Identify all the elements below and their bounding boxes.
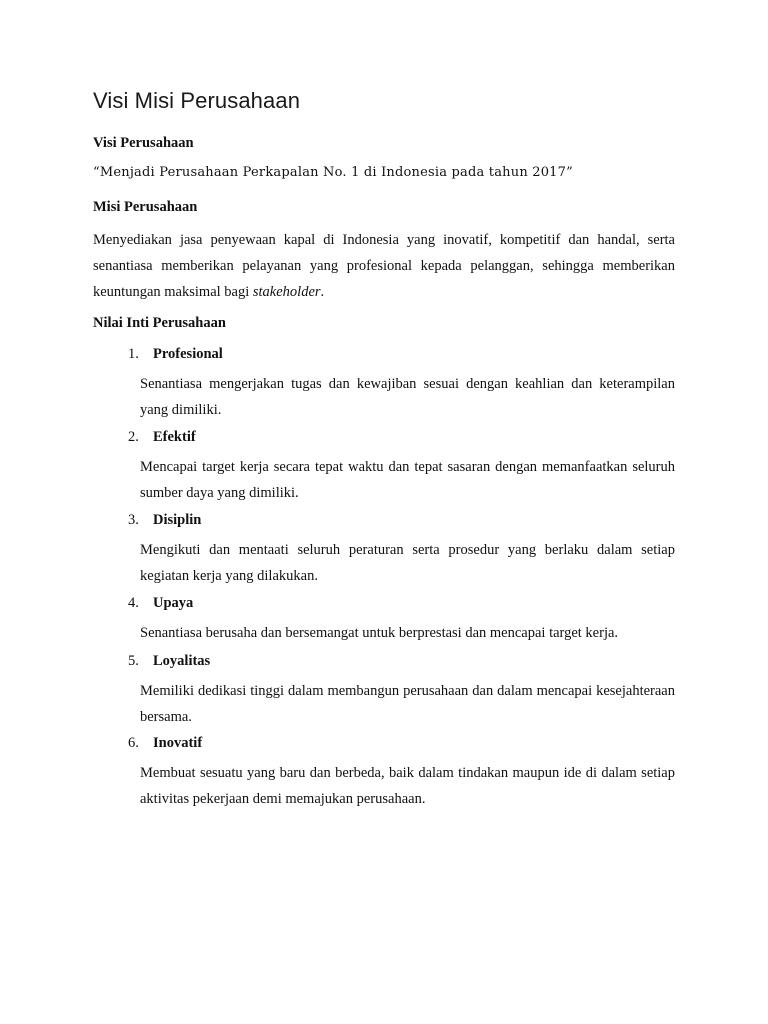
value-item-number: 5.	[128, 653, 139, 669]
value-item-label: Profesional	[153, 346, 223, 362]
value-item-heading	[128, 429, 196, 446]
value-item-description: Senantiasa mengerjakan tugas dan kewajiban sesuai dengan keahlian dan keterampilan yang dimiliki.	[140, 376, 675, 418]
value-item-label: Loyalitas	[153, 653, 211, 669]
value-item-number: 2.	[128, 429, 139, 445]
value-item-heading	[128, 595, 193, 612]
vision-text: “Menjadi Perusahaan Perkapalan No. 1 di Indonesia pada tahun 2017”	[93, 165, 573, 180]
value-item-description: Mencapai target kerja secara tepat waktu dan tepat sasaran dengan memanfaatkan seluruh sumber daya yang dimiliki.	[140, 459, 675, 501]
value-item-number: 1.	[128, 346, 139, 362]
mission-text-main: Menyediakan jasa penyewaan kapal di Indonesia yang inovatif, kompetitif dan handal, serta senantiasa memberikan pelayanan yang profesional kepada pelanggan, sehingga memberikan keuntungan maksimal bagi	[93, 232, 675, 300]
value-item-number: 6.	[128, 735, 139, 751]
value-item-heading	[128, 653, 210, 670]
value-item-heading	[128, 512, 201, 529]
value-item-number: 3.	[128, 512, 139, 528]
mission-text	[93, 227, 675, 305]
value-item-description: Memiliki dedikasi tinggi dalam membangun perusahaan dan dalam mencapai kesejahteraan bersama.	[140, 683, 675, 725]
vision-heading: Visi Perusahaan	[93, 135, 194, 151]
value-item-label: Upaya	[153, 595, 194, 611]
value-item-description: Senantiasa berusaha dan bersemangat untuk berprestasi dan mencapai target kerja.	[140, 625, 619, 641]
mission-text-end: .	[320, 284, 325, 300]
value-item-description: Mengikuti dan mentaati seluruh peraturan serta prosedur yang berlaku dalam setiap kegiatan kerja yang dilakukan.	[140, 542, 675, 584]
values-heading: Nilai Inti Perusahaan	[93, 315, 226, 331]
value-item-label: Disiplin	[153, 512, 202, 528]
mission-heading: Misi Perusahaan	[93, 199, 198, 215]
value-item-description: Membuat sesuatu yang baru dan berbeda, baik dalam tindakan maupun ide di dalam setiap aktivitas pekerjaan demi memajukan perusahaan.	[140, 765, 675, 807]
page-title: Visi Misi Perusahaan	[93, 88, 301, 113]
value-item-heading	[128, 735, 202, 752]
value-item-label: Efektif	[153, 429, 196, 445]
value-item-number: 4.	[128, 595, 139, 611]
value-item-label: Inovatif	[153, 735, 203, 751]
value-item-heading	[128, 346, 223, 363]
mission-text-italic: stakeholder	[252, 284, 321, 300]
